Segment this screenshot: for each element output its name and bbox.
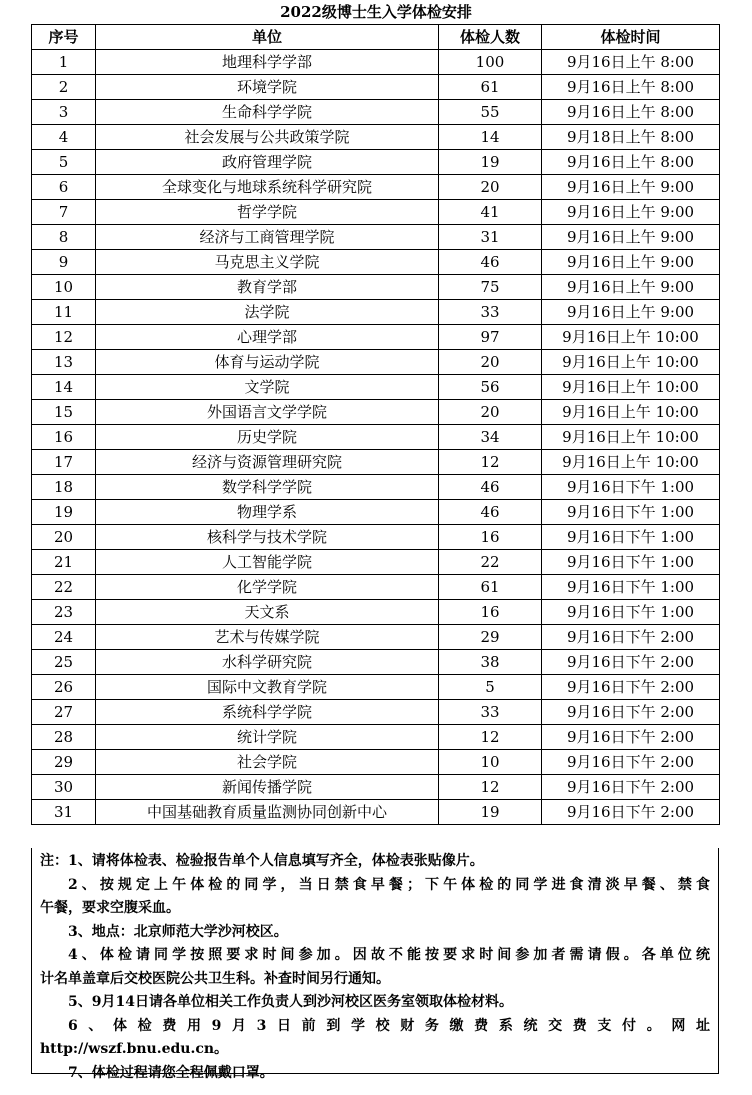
row-index: 13: [32, 350, 96, 375]
row-time: 9月16日下午 2:00: [542, 625, 720, 650]
note-5: 5、9月14日请各单位相关工作负责人到沙河校区医务室领取体检材料。: [68, 994, 513, 1010]
row-index: 6: [32, 175, 96, 200]
table-row: [32, 600, 720, 625]
row-unit: 体育与运动学院: [96, 350, 439, 375]
row-count: 16: [439, 600, 542, 625]
row-index: 24: [32, 625, 96, 650]
row-index: 30: [32, 775, 96, 800]
row-count: 29: [439, 625, 542, 650]
row-index: 23: [32, 600, 96, 625]
row-unit: 环境学院: [96, 75, 439, 100]
schedule-table: [31, 24, 720, 825]
row-index: 25: [32, 650, 96, 675]
row-count: 75: [439, 275, 542, 300]
row-time: 9月16日下午 2:00: [542, 775, 720, 800]
row-count: 22: [439, 550, 542, 575]
row-unit: 教育学部: [96, 275, 439, 300]
col-header-unit: 单位: [96, 25, 439, 50]
note-6-line-1: 6、体检费用9月3日前到学校财务缴费系统交费支付。网址: [68, 1017, 710, 1034]
table-row: [32, 525, 720, 550]
note-7: 7、体检过程请您全程佩戴口罩。: [68, 1064, 274, 1081]
row-time: 9月16日下午 2:00: [542, 700, 720, 725]
table-row: [32, 800, 720, 825]
row-unit: 生命科学学院: [96, 100, 439, 125]
row-unit: 外国语言文学学院: [96, 400, 439, 425]
row-time: 9月16日下午 2:00: [542, 800, 720, 825]
row-index: 20: [32, 525, 96, 550]
row-time: 9月16日下午 1:00: [542, 475, 720, 500]
note-1: 注：1、请将体检表、检验报告单个人信息填写齐全，体检表张贴像片。: [40, 853, 484, 869]
row-time: 9月16日下午 2:00: [542, 675, 720, 700]
row-unit: 统计学院: [96, 725, 439, 750]
table-row: [32, 200, 720, 225]
row-count: 55: [439, 100, 542, 125]
row-time: 9月16日上午 9:00: [542, 225, 720, 250]
table-header-row: [32, 25, 720, 50]
table-row: [32, 50, 720, 75]
page-title: 2022级博士生入学体检安排: [280, 3, 472, 21]
row-index: 12: [32, 325, 96, 350]
row-count: 34: [439, 425, 542, 450]
row-count: 33: [439, 700, 542, 725]
row-time: 9月16日上午 9:00: [542, 300, 720, 325]
row-unit: 哲学学院: [96, 200, 439, 225]
row-count: 19: [439, 800, 542, 825]
note-4-line-1: 4、体检请同学按照要求时间参加。因故不能按要求时间参加者需请假。各单位统: [68, 947, 710, 963]
row-count: 12: [439, 775, 542, 800]
row-count: 100: [439, 50, 542, 75]
table-row: [32, 100, 720, 125]
col-header-index: 序号: [32, 25, 96, 50]
row-time: 9月16日上午 10:00: [542, 450, 720, 475]
row-time: 9月16日上午 8:00: [542, 150, 720, 175]
row-count: 46: [439, 475, 542, 500]
row-unit: 系统科学学院: [96, 700, 439, 725]
row-index: 31: [32, 800, 96, 825]
row-unit: 法学院: [96, 300, 439, 325]
row-count: 56: [439, 375, 542, 400]
row-index: 14: [32, 375, 96, 400]
row-time: 9月16日上午 9:00: [542, 175, 720, 200]
row-unit: 经济与工商管理学院: [96, 225, 439, 250]
row-index: 5: [32, 150, 96, 175]
col-header-time: 体检时间: [542, 25, 720, 50]
row-time: 9月16日上午 10:00: [542, 425, 720, 450]
row-time: 9月16日下午 1:00: [542, 600, 720, 625]
table-row: [32, 300, 720, 325]
row-index: 17: [32, 450, 96, 475]
row-count: 31: [439, 225, 542, 250]
table-row: [32, 450, 720, 475]
row-time: 9月16日上午 10:00: [542, 400, 720, 425]
row-index: 27: [32, 700, 96, 725]
row-index: 15: [32, 400, 96, 425]
row-unit: 化学学院: [96, 575, 439, 600]
row-index: 29: [32, 750, 96, 775]
row-index: 26: [32, 675, 96, 700]
row-unit: 心理学部: [96, 325, 439, 350]
row-index: 1: [32, 50, 96, 75]
row-time: 9月16日上午 10:00: [542, 350, 720, 375]
row-unit: 国际中文教育学院: [96, 675, 439, 700]
note-4-line-2: 计名单盖章后交校医院公共卫生科。补查时间另行通知。: [40, 970, 390, 987]
row-count: 46: [439, 500, 542, 525]
row-time: 9月16日下午 2:00: [542, 650, 720, 675]
note-3: 3、地点：北京师范大学沙河校区。: [68, 923, 288, 940]
row-count: 12: [439, 725, 542, 750]
row-index: 22: [32, 575, 96, 600]
table-row: [32, 700, 720, 725]
row-index: 8: [32, 225, 96, 250]
note-2-line-2: 午餐，要求空腹采血。: [40, 900, 180, 916]
row-index: 9: [32, 250, 96, 275]
note-6-url: http://wszf.bnu.edu.cn。: [40, 1041, 229, 1057]
table-row: [32, 575, 720, 600]
row-count: 14: [439, 125, 542, 150]
row-index: 3: [32, 100, 96, 125]
row-time: 9月16日上午 9:00: [542, 250, 720, 275]
table-row: [32, 350, 720, 375]
row-index: 28: [32, 725, 96, 750]
table-row: [32, 650, 720, 675]
row-time: 9月16日下午 1:00: [542, 575, 720, 600]
row-time: 9月16日上午 10:00: [542, 325, 720, 350]
table-row: [32, 675, 720, 700]
table-row: [32, 775, 720, 800]
row-unit: 地理科学学部: [96, 50, 439, 75]
row-count: 46: [439, 250, 542, 275]
col-header-count: 体检人数: [439, 25, 542, 50]
row-count: 97: [439, 325, 542, 350]
table-row: [32, 725, 720, 750]
row-unit: 中国基础教育质量监测协同创新中心: [96, 800, 439, 825]
row-index: 16: [32, 425, 96, 450]
table-row: [32, 175, 720, 200]
row-unit: 文学院: [96, 375, 439, 400]
row-time: 9月16日上午 9:00: [542, 200, 720, 225]
row-time: 9月16日下午 1:00: [542, 550, 720, 575]
row-time: 9月16日下午 2:00: [542, 750, 720, 775]
row-unit: 水科学研究院: [96, 650, 439, 675]
table-row: [32, 550, 720, 575]
row-time: 9月16日上午 9:00: [542, 275, 720, 300]
table-row: [32, 325, 720, 350]
row-time: 9月16日上午 8:00: [542, 75, 720, 100]
row-unit: 数学科学学院: [96, 475, 439, 500]
row-count: 38: [439, 650, 542, 675]
row-count: 20: [439, 400, 542, 425]
table-row: [32, 425, 720, 450]
row-count: 20: [439, 350, 542, 375]
table-row: [32, 75, 720, 100]
row-unit: 新闻传播学院: [96, 775, 439, 800]
table-row: [32, 125, 720, 150]
row-index: 10: [32, 275, 96, 300]
table-row: [32, 475, 720, 500]
row-unit: 物理学系: [96, 500, 439, 525]
row-unit: 社会学院: [96, 750, 439, 775]
row-count: 19: [439, 150, 542, 175]
row-time: 9月16日上午 8:00: [542, 100, 720, 125]
row-unit: 全球变化与地球系统科学研究院: [96, 175, 439, 200]
row-index: 18: [32, 475, 96, 500]
notes-section: [31, 848, 719, 1081]
row-unit: 马克思主义学院: [96, 250, 439, 275]
row-count: 61: [439, 575, 542, 600]
row-count: 41: [439, 200, 542, 225]
row-time: 9月16日下午 2:00: [542, 725, 720, 750]
table-row: [32, 500, 720, 525]
row-count: 5: [439, 675, 542, 700]
row-count: 33: [439, 300, 542, 325]
table-row: [32, 275, 720, 300]
row-unit: 人工智能学院: [96, 550, 439, 575]
table-row: [32, 150, 720, 175]
row-unit: 艺术与传媒学院: [96, 625, 439, 650]
row-time: 9月16日下午 1:00: [542, 500, 720, 525]
row-count: 16: [439, 525, 542, 550]
row-count: 61: [439, 75, 542, 100]
table-row: [32, 400, 720, 425]
table-row: [32, 225, 720, 250]
row-count: 10: [439, 750, 542, 775]
row-index: 2: [32, 75, 96, 100]
row-index: 7: [32, 200, 96, 225]
row-unit: 历史学院: [96, 425, 439, 450]
row-unit: 经济与资源管理研究院: [96, 450, 439, 475]
table-row: [32, 250, 720, 275]
row-time: 9月16日上午 10:00: [542, 375, 720, 400]
row-unit: 社会发展与公共政策学院: [96, 125, 439, 150]
row-unit: 政府管理学院: [96, 150, 439, 175]
row-unit: 核科学与技术学院: [96, 525, 439, 550]
row-time: 9月16日上午 8:00: [542, 50, 720, 75]
note-2-line-1: 2、按规定上午体检的同学，当日禁食早餐；下午体检的同学进食清淡早餐、禁食: [68, 876, 710, 893]
row-index: 11: [32, 300, 96, 325]
row-unit: 天文系: [96, 600, 439, 625]
table-row: [32, 375, 720, 400]
row-index: 19: [32, 500, 96, 525]
row-count: 12: [439, 450, 542, 475]
row-time: 9月18日上午 8:00: [542, 125, 720, 150]
table-row: [32, 750, 720, 775]
table-row: [32, 625, 720, 650]
row-index: 4: [32, 125, 96, 150]
row-count: 20: [439, 175, 542, 200]
row-index: 21: [32, 550, 96, 575]
row-time: 9月16日下午 1:00: [542, 525, 720, 550]
